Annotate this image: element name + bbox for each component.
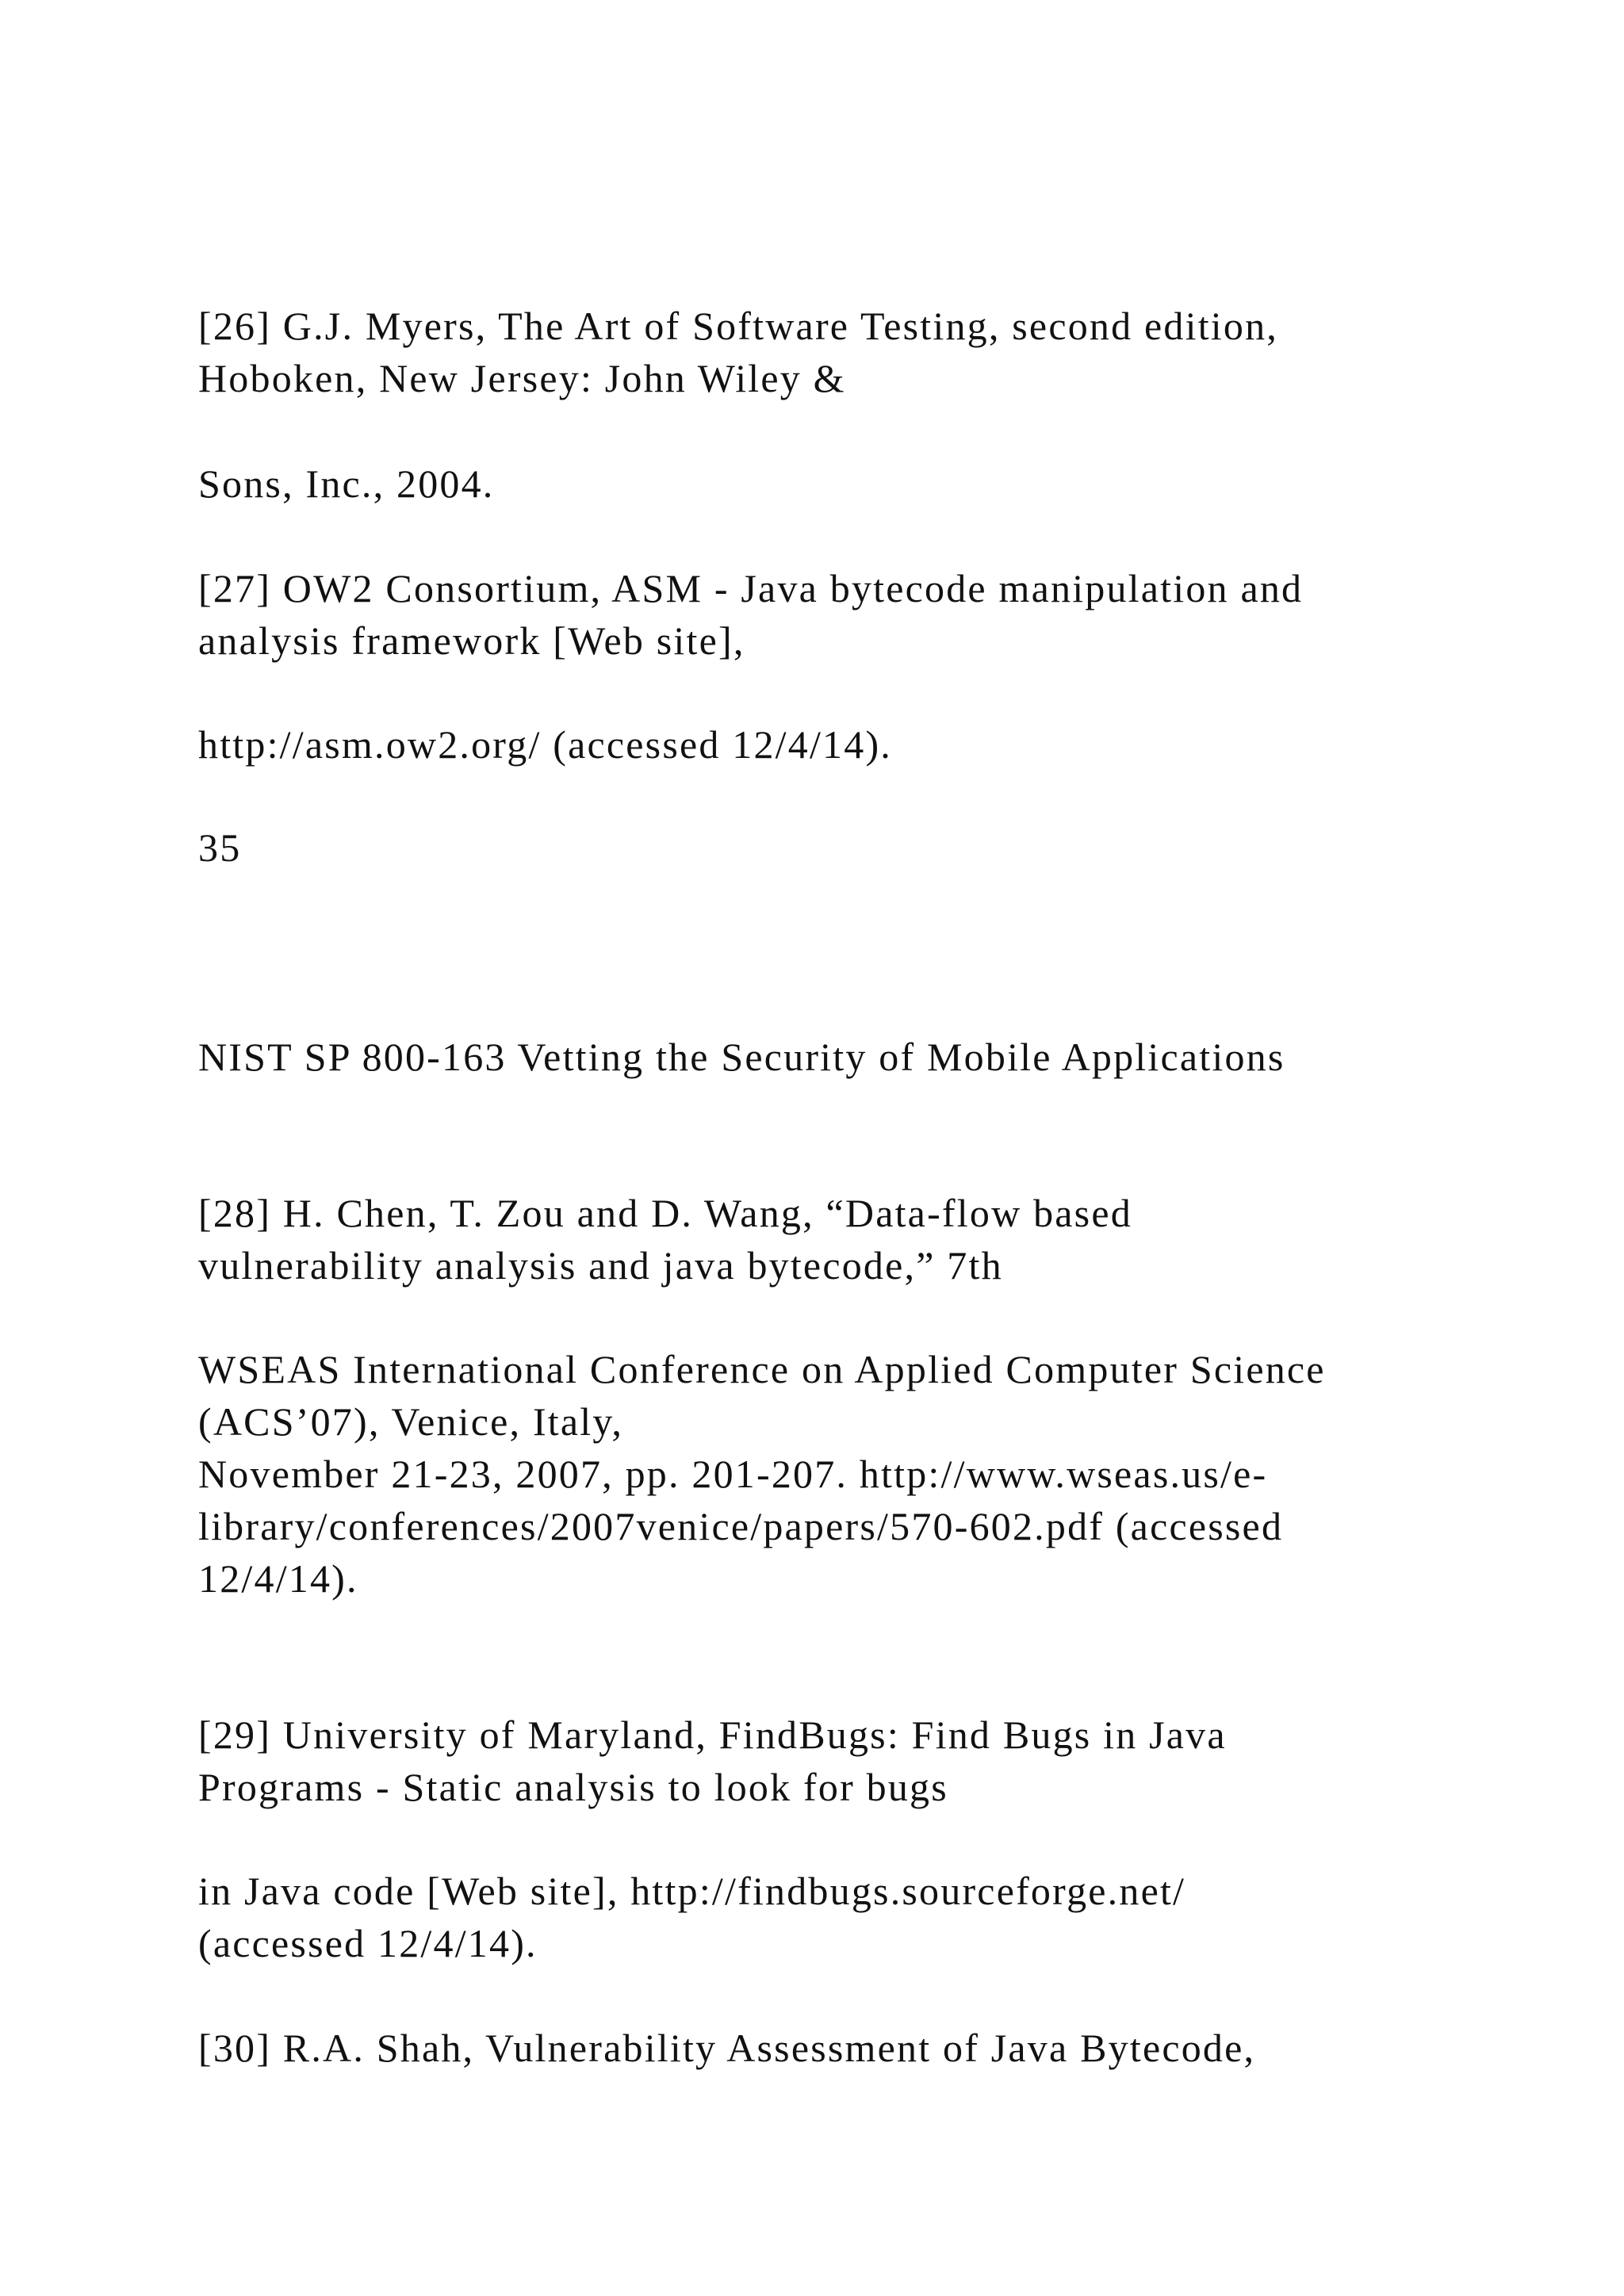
reference-28-line-5: November 21-23, 2007, pp. 201-207. http://www.wseas.us/e-: [198, 1452, 1268, 1496]
reference-28-line-4: (ACS’07), Venice, Italy,: [198, 1399, 624, 1444]
page-number: 35: [198, 825, 242, 870]
reference-29-line-3: in Java code [Web site], http://findbugs.sourceforge.net/: [198, 1869, 1186, 1913]
reference-26-line-2: Hoboken, New Jersey: John Wiley &: [198, 356, 846, 400]
reference-29-line-1: [29] University of Maryland, FindBugs: Find Bugs in Java: [198, 1712, 1227, 1757]
reference-30-line-1: [30] R.A. Shah, Vulnerability Assessment of Java Bytecode,: [198, 2026, 1256, 2070]
reference-26-line-1: [26] G.J. Myers, The Art of Software Testing, second edition,: [198, 304, 1278, 348]
reference-28-line-2: vulnerability analysis and java bytecode,” 7th: [198, 1243, 1003, 1288]
page-header: NIST SP 800-163 Vetting the Security of Mobile Applications: [198, 1035, 1285, 1079]
reference-28-line-3: WSEAS International Conference on Applied Computer Science: [198, 1347, 1326, 1391]
reference-26-line-3: Sons, Inc., 2004.: [198, 461, 495, 506]
reference-28-line-1: [28] H. Chen, T. Zou and D. Wang, “Data-flow based: [198, 1191, 1132, 1235]
reference-28-line-7: 12/4/14).: [198, 1556, 358, 1601]
reference-29-line-4: (accessed 12/4/14).: [198, 1921, 538, 1965]
reference-28-line-6: library/conferences/2007venice/papers/570-602.pdf (accessed: [198, 1504, 1284, 1548]
reference-27-line-3: http://asm.ow2.org/ (accessed 12/4/14).: [198, 722, 893, 767]
reference-27-line-1: [27] OW2 Consortium, ASM - Java bytecode manipulation and: [198, 566, 1304, 610]
reference-27-line-2: analysis framework [Web site],: [198, 618, 745, 663]
reference-29-line-2: Programs - Static analysis to look for bugs: [198, 1765, 948, 1809]
